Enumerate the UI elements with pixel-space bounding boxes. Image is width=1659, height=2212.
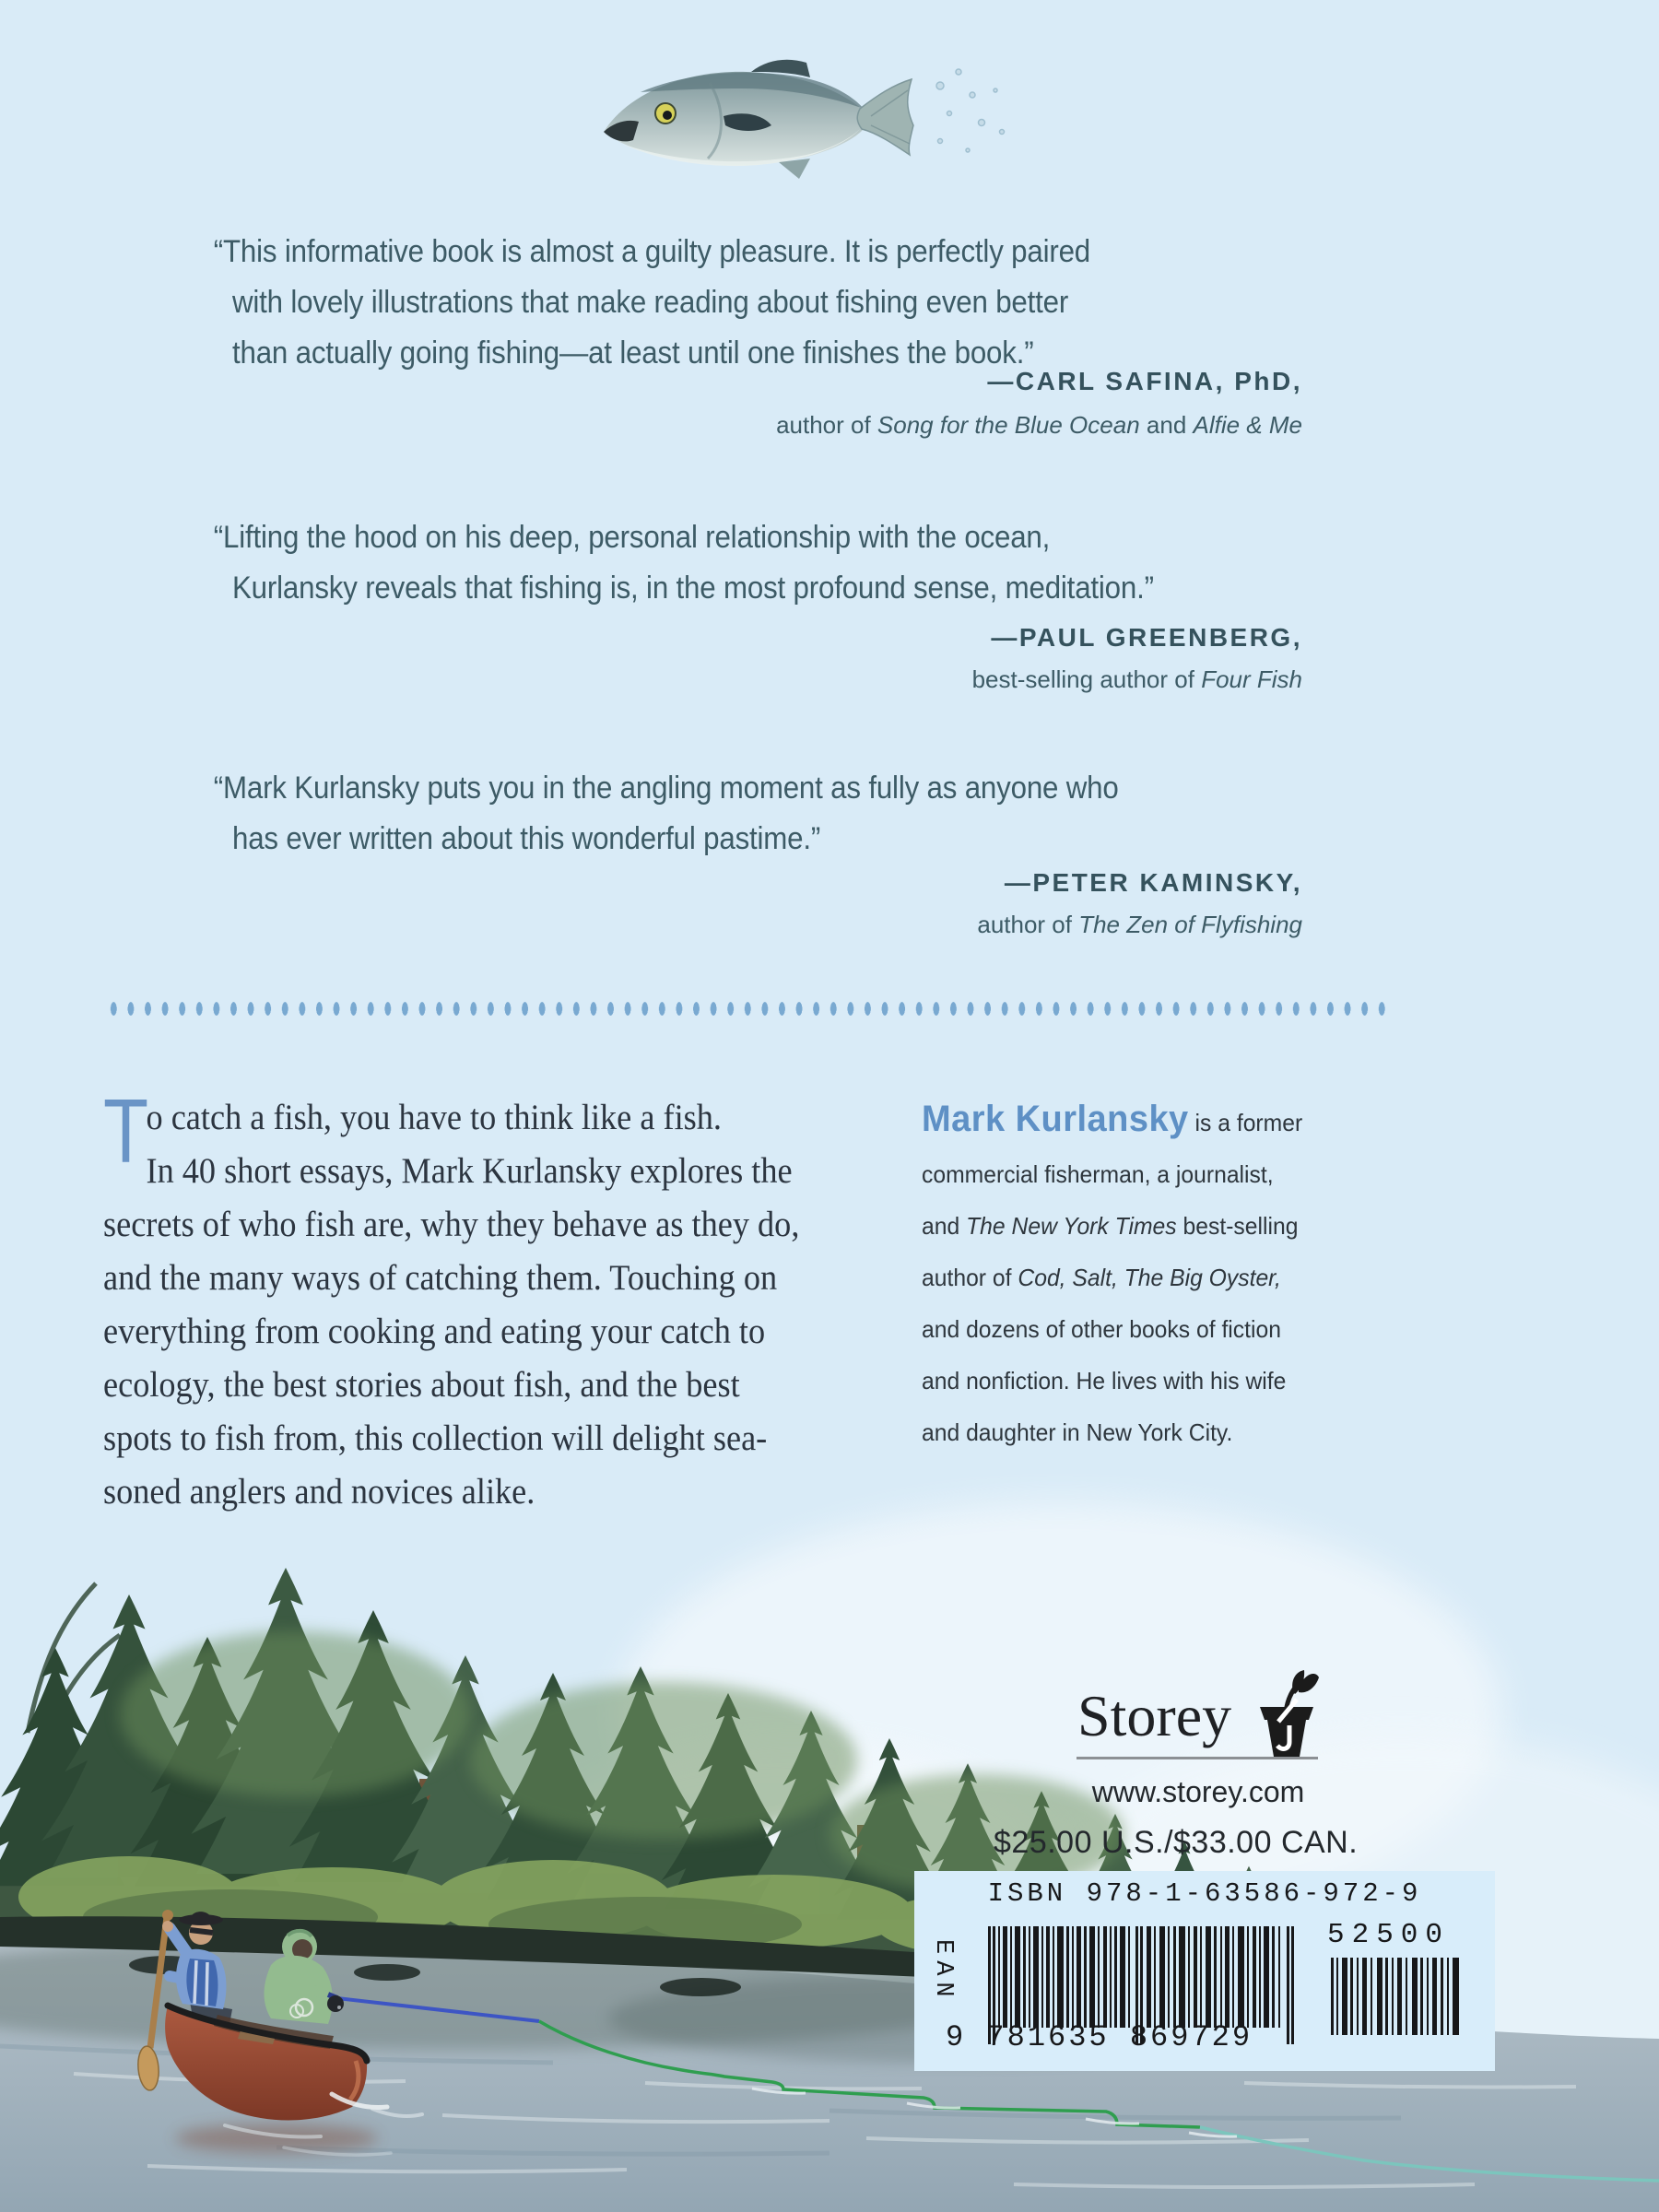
barcode-panel <box>914 1871 1495 2071</box>
publisher-logo <box>1074 1670 1323 1759</box>
price: $25.00 U.S./$33.00 CAN. <box>994 1825 1359 1860</box>
bubbles <box>936 69 1005 152</box>
dropcap-letter: T <box>103 1080 149 1182</box>
review-quote-1: “This informative book is almost a guilty pleasure. It is perfectly paired with lovely illustrations that make reading about fishing even better than actually going fishing—at least until one finishes the book.” <box>213 234 1091 371</box>
publisher-website: www.storey.com <box>1091 1775 1305 1808</box>
barcode-digits: 9 781635 869729 <box>946 2020 1253 2054</box>
review-byline-3: author of The Zen of Flyfishing <box>977 911 1302 938</box>
logo-rule <box>1077 1757 1318 1759</box>
publisher-name: Storey <box>1077 1683 1232 1748</box>
author-name: Mark Kurlansky <box>922 1099 1189 1139</box>
dotted-divider <box>105 1001 1395 1017</box>
review-quote-3: “Mark Kurlansky puts you in the angling moment as fully as anyone who has ever written about this wonderful pastime.” <box>213 771 1119 856</box>
bluefish-illustration <box>585 44 1018 196</box>
fishing-reel <box>327 1995 344 2012</box>
review-byline-1: author of Song for the Blue Ocean and Alfie & Me <box>776 411 1302 439</box>
book-description: o catch a fish, you have to think like a fish. In 40 short essays, Mark Kurlansky explores the secrets of who fish are, why they behave as they do, and the many ways of catching them. Touching on everything from cooking and eating your catch to ecology, the best stories about fish, and the best spots to fish from, this collection will delight sea- soned anglers and novices alike. <box>103 1098 800 1512</box>
isbn-label: ISBN 978-1-63586-972-9 <box>987 1878 1422 1909</box>
flowerpot-icon <box>1258 1670 1319 1759</box>
review-attribution-1: —CARL SAFINA, PhD, <box>987 367 1302 395</box>
author-bio: Mark Kurlansky is a former commercial fisherman, a journalist, and The New York Times best-selling author of Cod, Salt, The Big Oyster, and dozens of other books of fiction and nonfiction. He lives with his wife and daughter in New York City. <box>922 1099 1303 1446</box>
lake-scene-illustration <box>0 1438 1659 2212</box>
price-addon-barcode <box>1331 1958 1465 2035</box>
review-byline-2: best-selling author of Four Fish <box>971 665 1302 693</box>
review-quote-2: “Lifting the hood on his deep, personal relationship with the ocean, Kurlansky reveals that fishing is, in the most profound sense, meditation.” <box>213 520 1154 606</box>
review-attribution-2: —PAUL GREENBERG, <box>991 623 1302 652</box>
ean-label: EAN <box>929 1939 957 2004</box>
barcode-addon-digits: 52500 <box>1327 1919 1451 1951</box>
review-attribution-3: —PETER KAMINSKY, <box>1004 868 1302 897</box>
